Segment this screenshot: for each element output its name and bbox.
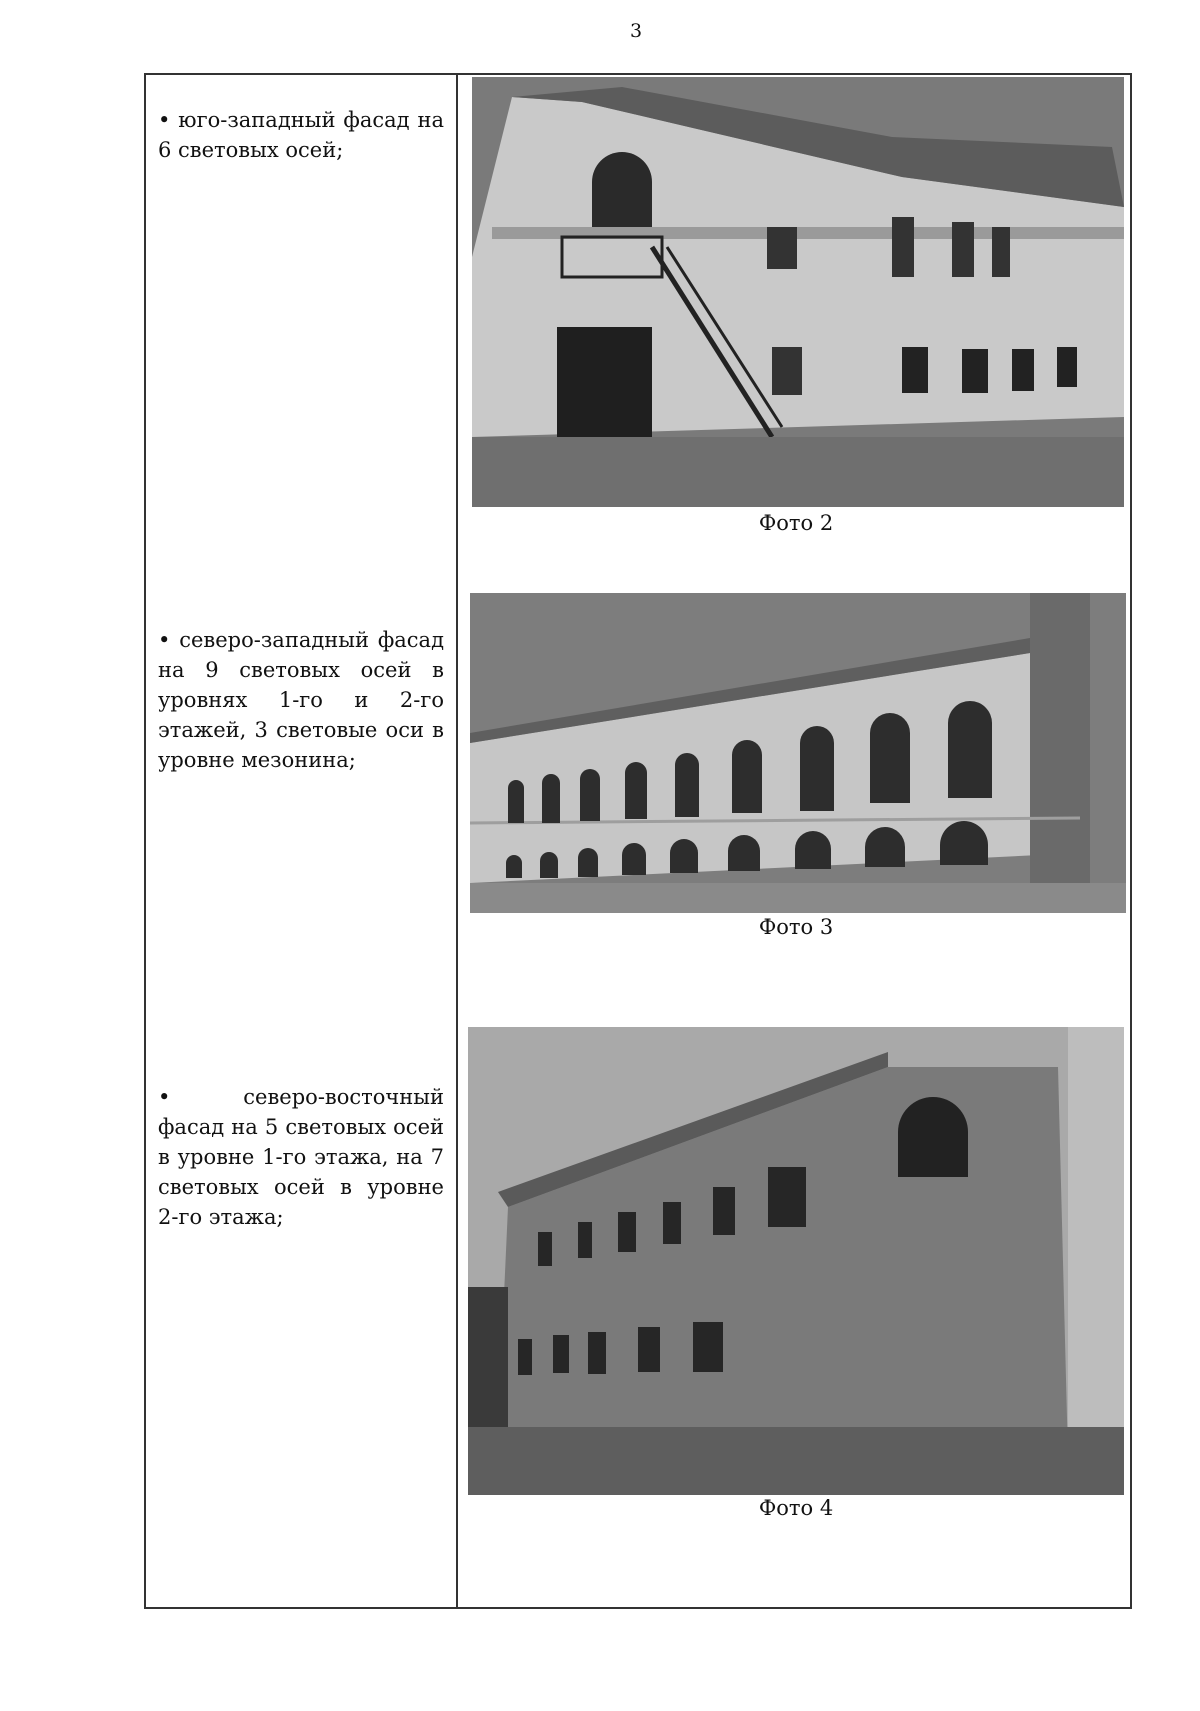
photo-caption: Фото 2	[758, 511, 834, 535]
photo-northwest-facade	[470, 593, 1126, 913]
photo-southwest-facade	[472, 77, 1124, 507]
photo-northeast-facade	[468, 1027, 1124, 1495]
facade-description-northeast: • северо-восточный фасад на 5 световых осей в уровне 1-го этажа, на 7 световых осей в уровне 2-го этажа;	[158, 1085, 444, 1229]
facade-description-southwest: • юго-западный фасад на 6 световых осей;	[158, 108, 444, 162]
photo-caption: Фото 4	[758, 1496, 834, 1520]
column-divider	[456, 75, 458, 1607]
facade-description-northwest: • северо-западный фасад на 9 световых осей в уровнях 1-го и 2-го этажей, 3 световые оси в уровне мезонина;	[158, 628, 444, 772]
facade-table	[144, 73, 1132, 1609]
photo-caption: Фото 3	[758, 915, 834, 939]
page-number: 3	[629, 20, 643, 42]
